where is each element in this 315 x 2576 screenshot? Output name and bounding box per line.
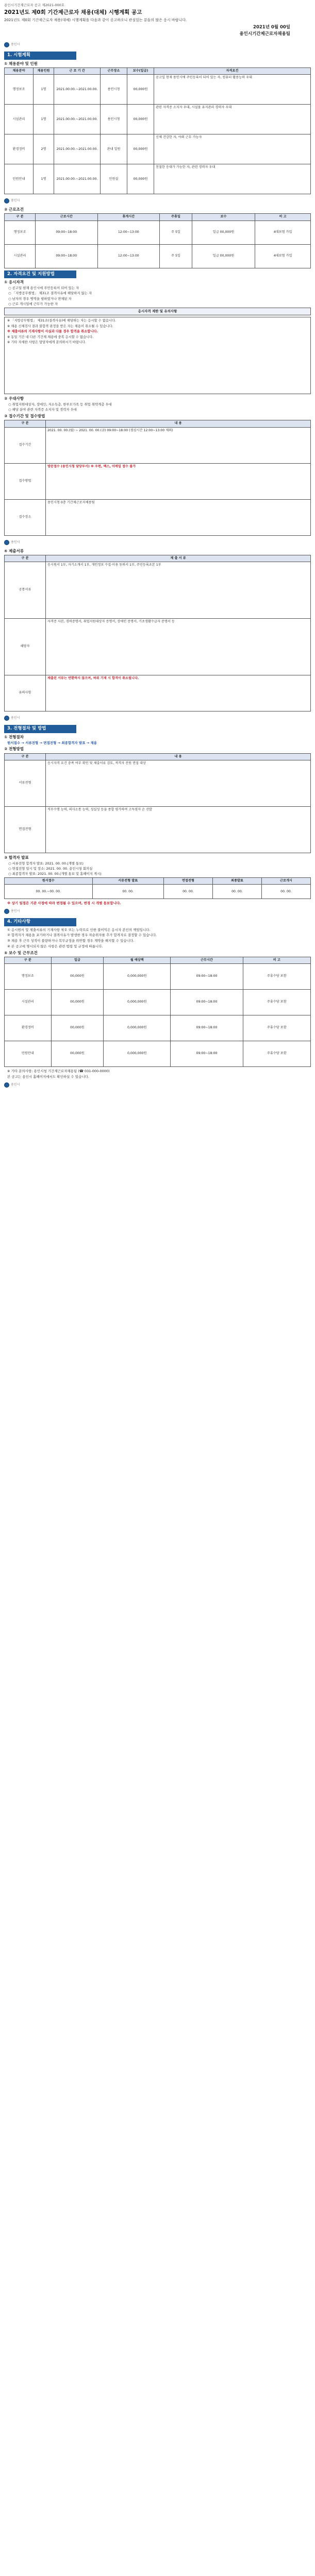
cell: 용인시청 0층 기간제근로자채용팀 xyxy=(46,499,311,535)
logo-label: 용인시 xyxy=(11,909,20,913)
th-cond-time: 근로시간 xyxy=(36,214,98,221)
schedule-caution: ※ 상기 일정은 기관 사정에 따라 변경될 수 있으며, 변경 시 개별 통보합니다. xyxy=(7,901,121,906)
table-row xyxy=(5,675,311,711)
cell: 접수기간 xyxy=(5,427,46,463)
recruit-table xyxy=(4,67,311,194)
th-cond-rest: 휴게시간 xyxy=(97,214,160,221)
note-line: ※ 채용 신체검사 결과 불합격 판정을 받은 자는 채용이 취소될 수 있습니다. xyxy=(7,324,113,328)
th: 근무시간 xyxy=(171,957,243,963)
table-row xyxy=(5,1041,311,1067)
cell: 제출된 서류는 반환하지 않으며, 허위 기재 시 합격이 취소됩니다. xyxy=(46,675,311,711)
table-row xyxy=(5,964,311,990)
cell-count: 1명 xyxy=(34,164,54,194)
th: 서류전형 발표 xyxy=(92,877,163,884)
table-row xyxy=(5,990,311,1015)
notice-org: 용인시기간제근로자채용팀 xyxy=(239,31,290,37)
section-3-heading: 3. 전형절차 및 방법 xyxy=(4,725,76,733)
cell-pay: 00,000원 xyxy=(127,164,154,194)
org-logo xyxy=(4,716,20,721)
cell: 시설관리 xyxy=(5,244,36,268)
th-cond-pay: 보수 xyxy=(192,214,255,221)
table-header-row xyxy=(5,957,311,963)
cell: 일급 00,000원 xyxy=(192,221,255,244)
logo-label: 용인시 xyxy=(11,43,20,47)
cell: 시설관리 xyxy=(5,990,52,1015)
section-1-heading: 1. 시험계획 xyxy=(4,52,76,59)
list-item: ○ 취업지원대상자, 장애인, 저소득층, 한부모가족 등 취업 취약계층 우대 xyxy=(8,402,112,407)
flow-text: 원서접수 → 서류전형 → 면접전형 → 최종합격자 발표 → 채용 xyxy=(7,740,97,745)
cell: 0,000,000원 xyxy=(104,1041,171,1067)
table-row xyxy=(5,499,311,535)
cell-place: 관내 일원 xyxy=(101,134,127,164)
th: 면접전형 xyxy=(163,877,212,884)
cell-count: 1명 xyxy=(34,75,54,105)
cell: 주휴수당 포함 xyxy=(243,964,310,990)
table-header-row xyxy=(5,420,311,427)
cell-period: 2021.00.00.~2021.00.00. xyxy=(54,164,101,194)
table-header-row xyxy=(5,753,311,760)
list-item: ○ 「지방공무원법」 제31조 결격사유에 해당하지 않는 자 xyxy=(8,291,92,296)
th: 구 분 xyxy=(5,957,52,963)
cell: 0,000,000원 xyxy=(104,964,171,990)
etc-item: ③ 채용 후 근무 성적이 불량하거나 복무규정을 위반할 경우 계약을 해지할 수 있습니다. xyxy=(7,939,135,943)
logo-label: 용인시 xyxy=(11,1082,20,1087)
th-period: 근 로 기 간 xyxy=(54,67,101,74)
cell: 09:00~18:00 xyxy=(36,221,98,244)
s2-sub2: ② 우대사항 xyxy=(4,396,24,401)
table-row xyxy=(5,619,311,675)
list-item: ○ 남자의 경우 병역을 필하였거나 면제된 자 xyxy=(8,296,72,301)
etc-item: ② 합격자가 채용을 포기하거나 결격사유가 발생한 경우 차순위자를 추가 합격자로 결정할 수 있습니다. xyxy=(7,933,157,938)
cell-req: 관련 자격증 소지자 우대, 시설물 유지관리 경력자 우대 xyxy=(154,105,311,134)
th-field: 채용분야 xyxy=(5,67,34,74)
table-row xyxy=(5,760,311,806)
th: 월 예상액 xyxy=(104,957,171,963)
cell: 00. 00. xyxy=(261,885,310,899)
etc-item: ④ 본 공고에 명시되지 않은 사항은 관련 법령 및 규정에 따릅니다. xyxy=(7,944,103,948)
qualification-list xyxy=(8,286,311,306)
cell: 주 5일 xyxy=(160,221,192,244)
cell: 12:00~13:00 xyxy=(97,221,160,244)
cell: 09:00~18:00 xyxy=(171,964,243,990)
list-item: ○ 서류전형 합격자 발표: 2021. 00. 00.(개별 통보) xyxy=(8,861,84,866)
etc-item: ① 응시원서 및 제출서류의 기재사항 착오 또는 누락으로 인한 불이익은 응시자 본인의 책임입니다. xyxy=(7,927,151,932)
logo-label: 용인시 xyxy=(11,199,20,203)
cell: 자격증 사본, 경력증명서, 취업지원대상자 증명서, 장애인 증명서, 기초생활수급자 증명서 등 xyxy=(46,619,311,675)
logo-icon xyxy=(4,909,9,914)
th-pay: 보수(일급) xyxy=(127,67,154,74)
cell: 응시자격 요건 충족 여부 확인 및 제출서류 검토, 적격자 전원 면접 대상 xyxy=(46,760,311,806)
cell: 4대보험 가입 xyxy=(255,221,311,244)
cell: 접수장소 xyxy=(5,499,46,535)
cell: 09:00~18:00 xyxy=(36,244,98,268)
table-header-row xyxy=(5,214,311,221)
condition-table xyxy=(4,213,311,268)
contact-text: ※ 기타 문의사항: 용인시청 기간제근로자채용팀 (☎ 031-000-0000) xyxy=(7,1069,110,1074)
org-logo xyxy=(4,540,20,545)
table-header-row xyxy=(5,67,311,74)
pref-list xyxy=(8,402,311,412)
table-row xyxy=(5,1015,311,1041)
cell-count: 1명 xyxy=(34,105,54,134)
cell: 민원안내 xyxy=(5,1041,52,1067)
note-box xyxy=(4,317,311,394)
cell: 00,000원 xyxy=(51,990,103,1015)
list-item: ○ 면접전형 일시 및 장소: 2021. 00. 00. 용인시청 회의실 xyxy=(8,867,93,871)
notice-date: 2021년 0월 00일 xyxy=(253,25,290,30)
cell: 주휴수당 포함 xyxy=(243,1041,310,1067)
th-cond-g: 구 분 xyxy=(5,214,36,221)
cell-period: 2021.00.00.~2021.00.00. xyxy=(54,134,101,164)
th-place: 근무장소 xyxy=(101,67,127,74)
closing-text: 본 공고는 용인시 홈페이지에서도 확인하실 수 있습니다. xyxy=(7,1074,89,1079)
s3-sub2: ② 전형방법 xyxy=(4,747,24,752)
cell: 방문접수 (용인시청 담당부서) ※ 우편, 팩스, 이메일 접수 불가 xyxy=(46,463,311,499)
cell-req: 신체 건강한 자, 야외 근무 가능자 xyxy=(154,134,311,164)
cell-place: 민원실 xyxy=(101,164,127,194)
cell: 서류전형 xyxy=(5,760,46,806)
cell: 12:00~13:00 xyxy=(97,244,160,268)
cell: 2021. 00. 00.(월) ~ 2021. 00. 00.(금) 09:00~18:00 (점심시간 12:00~13:00 제외) xyxy=(46,427,311,463)
cell: 00. 00. xyxy=(92,885,163,899)
list-item: ○ 공고일 현재 용인시에 주민등록이 되어 있는 자 xyxy=(8,286,79,291)
cell: 환경정비 xyxy=(5,1015,52,1041)
cell: 00,000원 xyxy=(51,1041,103,1067)
s2-sub4: ④ 제출서류 xyxy=(4,548,24,553)
s1-sub2: ② 근로조건 xyxy=(4,207,24,212)
cell-pay: 00,000원 xyxy=(127,134,154,164)
cell: 주 5일 xyxy=(160,244,192,268)
cell: 주휴수당 포함 xyxy=(243,1015,310,1041)
th: 최종발표 xyxy=(212,877,261,884)
s3-sub1: ① 전형절차 xyxy=(4,734,24,739)
cell-place: 용인시청 xyxy=(101,105,127,134)
page-title: 2021년도 제0회 기간제근로자 채용(대체) 시행계획 공고 xyxy=(4,9,142,15)
cell: 주휴수당 포함 xyxy=(243,990,310,1015)
cell-place: 용인시청 xyxy=(101,75,127,105)
cell: 4대보험 가입 xyxy=(255,244,311,268)
logo-label: 용인시 xyxy=(11,540,20,544)
logo-icon xyxy=(4,716,9,721)
org-logo xyxy=(4,909,20,914)
cell-field: 환경정비 xyxy=(5,134,34,164)
org-logo xyxy=(4,1082,20,1088)
cell-req: 공고일 현재 용인시에 주민등록이 되어 있는 자, 컴퓨터 활용능력 우대 xyxy=(154,75,311,105)
pay-title: ⑤ 보수 및 근무조건 xyxy=(4,950,38,955)
cell: 해당자 xyxy=(5,619,46,675)
notice-page xyxy=(0,0,315,1097)
th: 원서접수 xyxy=(5,877,93,884)
org-logo xyxy=(4,198,20,204)
cell: 행정보조 xyxy=(5,964,52,990)
table-row xyxy=(5,885,311,899)
logo-icon xyxy=(4,540,9,545)
pay-table xyxy=(4,957,311,1067)
table-header-row xyxy=(5,877,311,884)
s2-sub1: ① 응시자격 xyxy=(4,280,24,285)
th: 구 분 xyxy=(5,420,46,427)
s3-sub3: ③ 합격자 발표 xyxy=(4,855,29,860)
cell: 공통서류 xyxy=(5,562,46,619)
note-line: ※ 동일 기간 내 다른 기간제 채용에 중복 응시할 수 없습니다. xyxy=(7,335,94,339)
cell: 행정보조 xyxy=(5,221,36,244)
th: 구 분 xyxy=(5,555,46,562)
note-line: ※ 기타 자세한 사항은 담당자에게 문의하시기 바랍니다. xyxy=(7,341,87,345)
cell: 00. 00. xyxy=(163,885,212,899)
list-item: ○ 해당 분야 관련 자격증 소지자 및 경력자 우대 xyxy=(8,408,77,412)
list-item: ○ 최종합격자 발표: 2021. 00. 00.(개별 통보 및 홈페이지 게시) xyxy=(8,872,102,876)
cell: 접수방법 xyxy=(5,463,46,499)
th-cond-note: 비 고 xyxy=(255,214,311,221)
cell: 유의사항 xyxy=(5,675,46,711)
cell: 00,000원 xyxy=(51,1015,103,1041)
s2-sub3: ③ 접수기간 및 접수방법 xyxy=(4,414,45,419)
intro-text: 2021년도 제0회 기간제근로자 채용(대체) 시행계획을 다음과 같이 공고하오니 관심있는 분들의 많은 응시 바랍니다. xyxy=(4,18,187,22)
th: 내 용 xyxy=(46,420,311,427)
table-row xyxy=(5,164,311,194)
pass-list xyxy=(8,861,311,876)
th-cond-week: 주휴일 xyxy=(160,214,192,221)
th: 근로개시 xyxy=(261,877,310,884)
method-table xyxy=(4,753,311,853)
cell: 00. 00.~00. 00. xyxy=(5,885,93,899)
org-logo xyxy=(4,42,20,47)
cell: 09:00~18:00 xyxy=(171,1041,243,1067)
cell-period: 2021.00.00.~2021.00.00. xyxy=(54,105,101,134)
cell-period: 2021.00.00.~2021.00.00. xyxy=(54,75,101,105)
list-item: ○ 근로 개시일에 근무가 가능한 자 xyxy=(8,301,58,306)
cell: 00,000원 xyxy=(51,964,103,990)
cell: 면접전형 xyxy=(5,806,46,853)
schedule-table xyxy=(4,877,311,899)
documents-table xyxy=(4,555,311,711)
note-line: ※ 「지방공무원법」 제31조(결격사유)에 해당하는 자는 응시할 수 없습니다. xyxy=(7,319,117,323)
section-2-heading: 2. 자격요건 및 지원방법 xyxy=(4,270,76,278)
receive-table xyxy=(4,420,311,535)
cell: 일급 00,000원 xyxy=(192,244,255,268)
table-row xyxy=(5,221,311,244)
table-row xyxy=(5,134,311,164)
cell-field: 시설관리 xyxy=(5,105,34,134)
cell: 직무수행 능력, 의사소통 능력, 성실성 등을 종합 평가하여 고득점자 순 선발 xyxy=(46,806,311,853)
th: 비 고 xyxy=(243,957,310,963)
cell-pay: 00,000원 xyxy=(127,105,154,134)
logo-label: 용인시 xyxy=(11,716,20,720)
notice-number: 용인시기간제근로자 공고 제2021-000호 xyxy=(4,3,65,7)
table-row xyxy=(5,427,311,463)
section-4-heading: 4. 기타사항 xyxy=(4,918,76,926)
table-row xyxy=(5,105,311,134)
table-row xyxy=(5,244,311,268)
th-count: 채용인원 xyxy=(34,67,54,74)
th: 일급 xyxy=(51,957,103,963)
logo-icon xyxy=(4,1082,9,1088)
cell: 09:00~18:00 xyxy=(171,1015,243,1041)
th-req: 자격요건 xyxy=(154,67,311,74)
table-row xyxy=(5,806,311,853)
logo-icon xyxy=(4,42,9,47)
cell-field: 행정보조 xyxy=(5,75,34,105)
note-line: ※ 제출서류의 기재사항이 사실과 다를 경우 합격을 취소합니다. xyxy=(7,330,98,334)
cell: 09:00~18:00 xyxy=(171,990,243,1015)
table-header-row xyxy=(5,555,311,562)
th: 제 출 서 류 xyxy=(46,555,311,562)
cell: 0,000,000원 xyxy=(104,1015,171,1041)
cell-field: 민원안내 xyxy=(5,164,34,194)
cell-req: 친절한 응대가 가능한 자, 관련 경력자 우대 xyxy=(154,164,311,194)
table-row xyxy=(5,463,311,499)
cell-pay: 00,000원 xyxy=(127,75,154,105)
th: 구 분 xyxy=(5,753,46,760)
logo-icon xyxy=(4,198,9,204)
note-title: 응시자격 제한 및 유의사항 xyxy=(4,308,311,315)
cell-count: 2명 xyxy=(34,134,54,164)
th: 내 용 xyxy=(46,753,311,760)
cell: 0,000,000원 xyxy=(104,990,171,1015)
table-row xyxy=(5,75,311,105)
cell: 00. 00. xyxy=(212,885,261,899)
table-row xyxy=(5,562,311,619)
cell: 응시원서 1부, 자기소개서 1부, 개인정보 수집·이용 동의서 1부, 주민등록초본 1부 xyxy=(46,562,311,619)
s1-sub1: ① 채용분야 및 인원 xyxy=(4,61,38,66)
